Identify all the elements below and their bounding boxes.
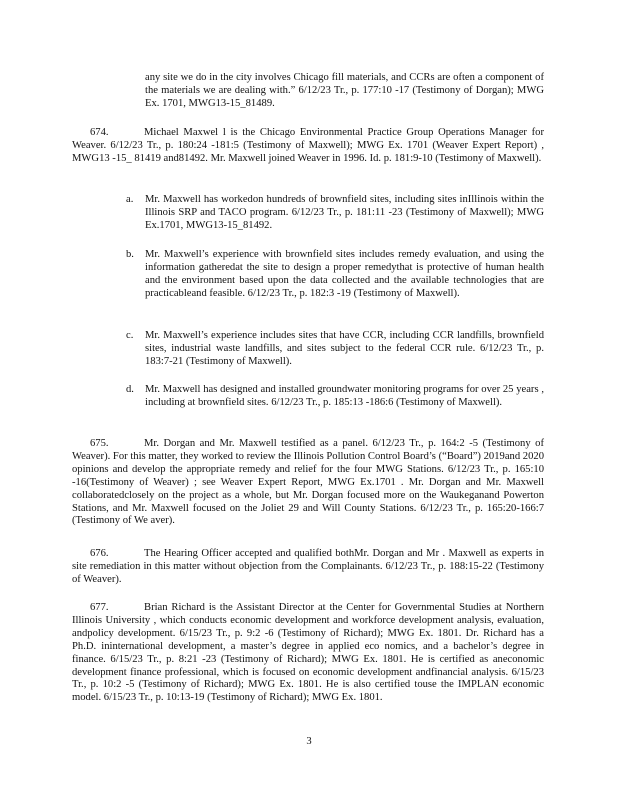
paragraph-number: 674. xyxy=(90,127,109,138)
subitem-label: d. xyxy=(126,384,134,395)
paragraph-677 xyxy=(72,602,544,705)
subitem-b xyxy=(126,249,544,301)
paragraph-675 xyxy=(72,438,544,528)
subitem-d xyxy=(126,384,544,410)
paragraph-number: 676. xyxy=(90,548,109,559)
subitem-label: a. xyxy=(126,194,134,205)
subitem-text: Mr. Maxwell’s experience includes sites that have CCR, including CCR landfills, brownfield sites, industrial waste landfills, and sites subject to the federal CCR rule. 6/12/23 Tr., p. 183:7-21 (Testimony of Maxwell). xyxy=(145,330,544,367)
paragraph-text: The Hearing Officer accepted and qualified bothMr. Dorgan and Mr . Maxwell as experts in site remediation in this matter without objection from the Complainants. 6/12/23 Tr., p. 188:15-22 (Testimony of Weaver). xyxy=(72,548,544,585)
paragraph-text: Mr. Dorgan and Mr. Maxwell testified as a panel. 6/12/23 Tr., p. 164:2 -5 (Testimony of Weaver). For this matter, they worked to review the Illinois Pollution Control Board’s (“Board”) 2019and 2020 opinions and develop the appropriate remedy and relief for the four MWG Stations. 6/12/23 Tr., p. 165:10 -16(Testimony of Weaver) ; see Weaver Expert Report, MWG Ex.1701 . Mr. Dorgan and Mr. Maxwell collaboratedclosely on the project as a whole, but Mr. Dorgan focused more on the Waukeganand Powerton Stations, and Mr. Maxwell focused on the Joliet 29 and Will County Stations. 6/12/23 Tr., p. 165:20-166:7 (Testimony of We aver). xyxy=(72,438,544,527)
subitem-text: Mr. Maxwell’s experience with brownfield sites includes remedy evaluation, and using the information gatheredat the site to design a proper remedythat is protective of human health and the environment based upon the data collected and the available technologies that are practicableand feasible. 6/12/23 Tr., p. 182:3 -19 (Testimony of Maxwell). xyxy=(145,249,544,299)
page-number: 3 xyxy=(306,736,312,747)
subitem-label: c. xyxy=(126,330,134,341)
paragraph-676 xyxy=(72,548,544,587)
paragraph-text: Brian Richard is the Assistant Director at the Center for Governmental Studies at Northern Illinois University , which conducts economic development and workforce development analysis, evaluation, andpolicy development. 6/15/23 Tr., p. 9:2 -6 (Testimony of Richard); MWG Ex. 1801. Dr. Richard has a Ph.D. ininternational development, a master’s degree in applied eco nomics, and a bachelor’s degree in finance. 6/15/23 Tr., p. 8:21 -23 (Testimony of Richard); MWG Ex. 1801. He is certified as aneconomic development finance professional, which is focused on economic development andfinancial analysis. 6/15/23 Tr., p. 10:2 -5 (Testimony of Richard); MWG Ex. 1801. He is also certified touse the IMPLAN economic model. 6/15/23 Tr., p. 10:13-19 (Testimony of Richard); MWG Ex. 1801. xyxy=(72,602,544,704)
continuation-paragraph: any site we do in the city involves Chicago fill materials, and CCRs are often a component of the materials we are dealing with.” 6/12/23 Tr., p. 177:10 -17 (Testimony of Dorgan); MWG Ex. 1701, MWG13-15_81489. xyxy=(145,72,544,109)
paragraph-674 xyxy=(72,127,544,166)
paragraph-number: 677. xyxy=(90,602,109,613)
paragraph-text: Michael Maxwel l is the Chicago Environmental Practice Group Operations Manager for Weaver. 6/12/23 Tr., p. 180:24 -181:5 (Testimony of Maxwell); MWG Ex. 1701 (Weaver Expert Report) , MWG13 -15_ 81419 and81492. Mr. Maxwell joined Weaver in 1996. Id. p. 181:9-10 (Testimony of Maxwell). xyxy=(72,127,544,164)
subitem-text: Mr. Maxwell has designed and installed groundwater monitoring programs for over 25 years , including at brownfield sites. 6/12/23 Tr., p. 185:13 -186:6 (Testimony of Maxwell). xyxy=(145,384,544,408)
subitem-label: b. xyxy=(126,249,134,260)
paragraph-number: 675. xyxy=(90,438,109,449)
subitem-a xyxy=(126,194,544,233)
subitem-text: Mr. Maxwell has workedon hundreds of brownfield sites, including sites inIllinois within the Illinois SRP and TACO program. 6/12/23 Tr., p. 181:11 -23 (Testimony of Maxwell); MWG Ex.1701, MWG13-15_81492. xyxy=(145,194,544,231)
subitem-c xyxy=(126,330,544,369)
